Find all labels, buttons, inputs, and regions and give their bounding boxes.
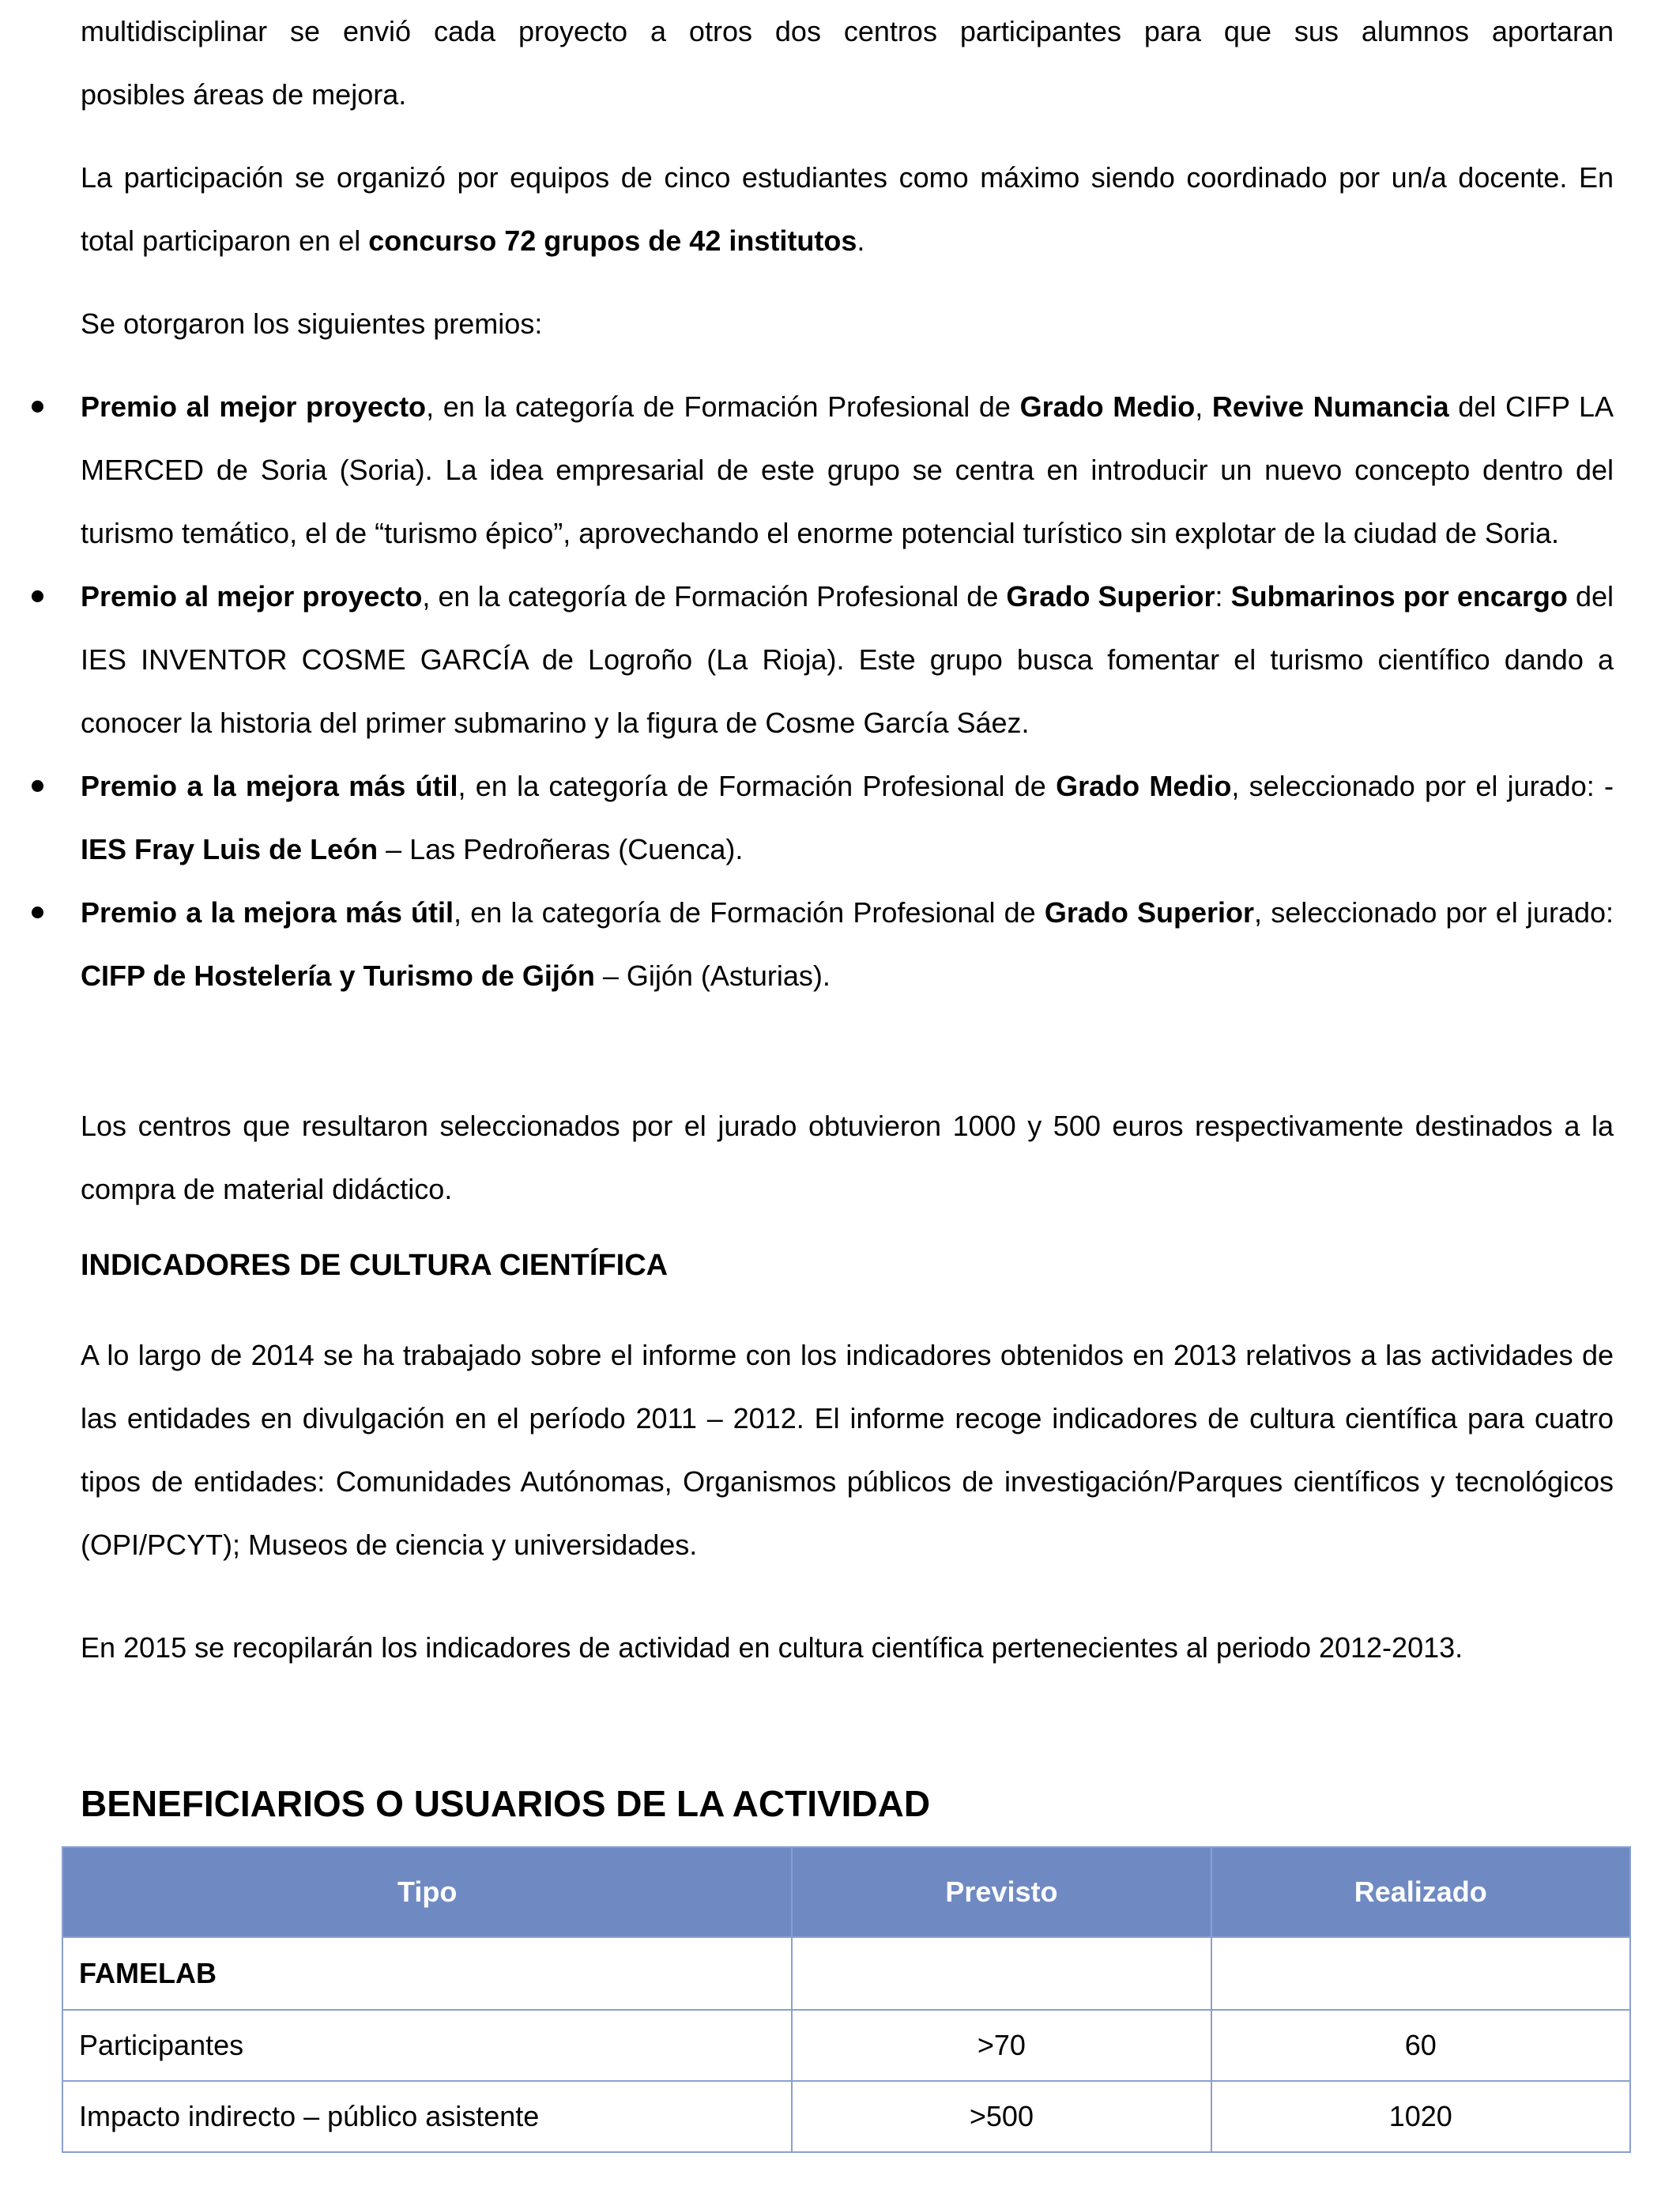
row-label: Participantes	[62, 2010, 792, 2081]
table-header-row	[62, 1847, 1630, 1937]
prize-text: , en la categoría de Formación Profesional de	[426, 390, 1020, 423]
prize-title: Premio al mejor proyecto	[81, 390, 427, 423]
prize-project: CIFP de Hostelería y Turismo de Gijón	[81, 959, 595, 992]
participation-bold: concurso 72 grupos de 42 institutos	[368, 224, 857, 257]
prize-title: Premio a la mejora más útil	[81, 896, 454, 929]
intro-line-2: posibles áreas de mejora.	[81, 78, 407, 111]
premios-intro: Se otorgaron los siguientes premios:	[81, 307, 543, 340]
prize-text: , en la categoría de Formación Profesional de	[454, 896, 1045, 929]
prize-description: del CIFP LA MERCED de Soria (Soria). La idea empresarial de este grupo se centra en introducir un nuevo concepto dentro del turismo temático, el de “turismo épico”, aprovechando el enorme potencial turístico sin explotar de la ciudad de Soria.	[81, 390, 1614, 549]
participation-text: La participación se organizó por equipos de cinco estudiantes como máximo siendo coordinado por un/a docente. En total participaron en el	[81, 161, 1614, 257]
bullet-icon	[32, 401, 43, 413]
heading-beneficiarios: BENEFICIARIOS O USUARIOS DE LA ACTIVIDAD	[81, 1783, 931, 1824]
row-realizado: 1020	[1211, 2081, 1630, 2152]
prize-text: :	[1215, 580, 1231, 613]
empty-cell	[792, 1937, 1211, 2010]
header-realizado: Realizado	[1211, 1847, 1630, 1937]
section-label: FAMELAB	[62, 1937, 792, 2010]
centros-paragraph: Los centros que resultaron seleccionados por el jurado obtuvieron 1000 y 500 euros respectivamente destinados a la compra de material didáctico.	[81, 1110, 1614, 1205]
premios-list	[81, 375, 1614, 1008]
header-previsto: Previsto	[792, 1847, 1211, 1937]
prize-description: – Las Pedroñeras (Cuenca).	[378, 833, 744, 865]
heading-indicadores: INDICADORES DE CULTURA CIENTÍFICA	[81, 1249, 669, 1282]
row-label: Impacto indirecto – público asistente	[62, 2081, 792, 2152]
participation-end: .	[857, 224, 865, 257]
prize-project: Revive Numancia	[1211, 390, 1449, 423]
participation-paragraph	[81, 146, 1614, 273]
bullet-icon	[32, 780, 43, 792]
header-tipo: Tipo	[62, 1847, 792, 1937]
list-item	[81, 755, 1614, 881]
prize-text: , en la categoría de Formación Profesional de	[422, 580, 1007, 613]
bullet-icon	[32, 590, 43, 602]
prize-grade: Grado Medio	[1019, 390, 1196, 423]
row-previsto: >70	[792, 2010, 1211, 2081]
list-item	[81, 565, 1614, 755]
prize-text: , en la categoría de Formación Profesional de	[458, 770, 1057, 802]
prize-text: , seleccionado por el jurado: -	[1231, 770, 1614, 802]
table-row	[62, 2010, 1630, 2081]
prize-description: del IES INVENTOR COSME GARCÍA de Logroño (La Rioja). Este grupo busca fomentar el turismo científico dando a conocer la historia del primer submarino y la figura de Cosme García Sáez.	[81, 580, 1614, 739]
prize-project: Submarinos por encargo	[1230, 580, 1568, 613]
row-previsto: >500	[792, 2081, 1211, 2152]
paragraph-2015: En 2015 se recopilarán los indicadores de actividad en cultura científica pertenecientes al periodo 2012-2013.	[81, 1631, 1463, 1664]
prize-grade: Grado Medio	[1056, 770, 1232, 802]
intro-line-1: multidisciplinar se envió cada proyecto a otros dos centros participantes para que sus alumnos aportaran	[81, 15, 1614, 47]
row-realizado: 60	[1211, 2010, 1630, 2081]
list-item	[81, 881, 1614, 1008]
empty-cell	[1211, 1937, 1630, 2010]
beneficiaries-table	[62, 1846, 1631, 2153]
table-section-row	[62, 1937, 1630, 2010]
table-row	[62, 2081, 1630, 2152]
prize-project: IES Fray Luis de León	[81, 833, 379, 865]
list-item	[81, 375, 1614, 565]
bullet-icon	[32, 907, 43, 918]
prize-title: Premio al mejor proyecto	[81, 580, 423, 613]
prize-title: Premio a la mejora más útil	[81, 770, 458, 802]
prize-text: ,	[1195, 390, 1212, 423]
intro-paragraph	[81, 0, 1614, 126]
prize-description: – Gijón (Asturias).	[594, 959, 831, 992]
prize-grade: Grado Superior	[1006, 580, 1215, 613]
prize-text: , seleccionado por el jurado:	[1254, 896, 1614, 929]
indicadores-paragraph: A lo largo de 2014 se ha trabajado sobre el informe con los indicadores obtenidos en 2013 relativos a las actividades de las entidades en divulgación en el período 2011 – 2012. El informe recoge indicadores de cultura científica para cuatro tipos de entidades: Comunidades Autónomas, Organismos públicos de investigación/Parques científicos y tecnológicos (OPI/PCYT); Museos de ciencia y universidades.	[81, 1339, 1614, 1561]
prize-grade: Grado Superior	[1044, 896, 1255, 929]
